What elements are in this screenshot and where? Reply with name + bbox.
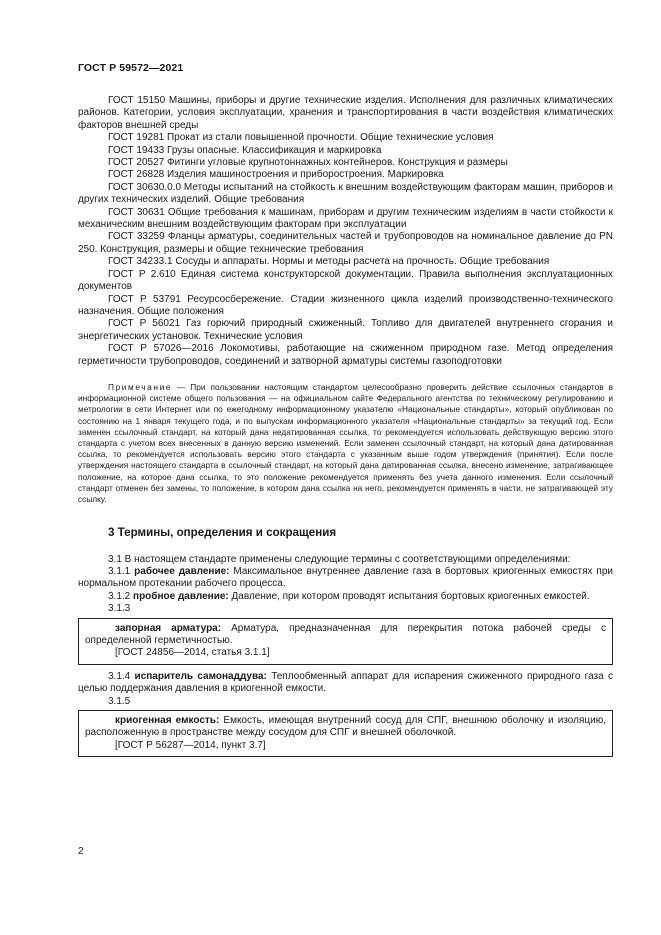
reference-item: ГОСТ 30631 Общие требования к машинам, приборам и другим техническим изделиям в части стойкости к механическим внешним воздействующим факторам при эксплуатации: [78, 206, 613, 231]
term-name: запорная арматура:: [115, 622, 222, 634]
term-name: испаритель самонаддува:: [134, 670, 267, 682]
term-definition: Арматура, предназначенная для перекрытия потока рабочей среды с определенной герметичностью.: [85, 622, 606, 647]
term-source: [ГОСТ Р 56287—2014, пункт 3.7]: [115, 739, 266, 751]
term-number-3-1-5: 3.1.5: [108, 695, 131, 707]
note-text: — При пользовании настоящим стандартом целесообразно проверить действие ссылочных стандартов в информационной системе общего пользования — на официальном сайте Федерального агентства по техническому регулированию и метрологии в сети Интернет или по ежегодному информационному указателю «Национальные стандарты», который опубликован по состоянию на 1 января текущего года, и по выпускам информационного указателя «Национальные стандарты» за текущий год. Если заменен ссылочный стандарт, на который дана недатированная ссылка, то рекомендуется использовать действующую версию этого стандарта с учетом всех внесенных в данную версию изменений. Если заменен ссылочный стандарт, на который дана датированная ссылка, то рекомендуется использовать версию этого стандарта с указанным выше годом утверждения (принятия). Если после утверждения настоящего стандарта в ссылочный стандарт, на который дана датированная ссылка, внесено изменение, затрагивающее положение, на которое дана ссылка, то это положение рекомендуется применять без учета данного изменения. Если ссылочный стандарт отменен без замены, то положение, в котором дана ссылка на него, рекомендуется применять в части, не затрагивающей эту ссылку.: [78, 381, 613, 504]
term-definition: Максимальное внутреннее давление газа в бортовых криогенных емкостях при нормальном протекании рабочего процесса.: [78, 565, 613, 590]
reference-item: ГОСТ Р 56021 Газ горючий природный сжиженный. Топливо для двигателей внутреннего сгорания и энергетических установок. Технические условия: [78, 318, 613, 342]
reference-item: ГОСТ 26828 Изделия машиностроения и приборостроения. Маркировка: [108, 169, 444, 181]
term-name: пробное давление:: [133, 590, 229, 602]
reference-note: [78, 382, 613, 505]
term-source: [ГОСТ 24856—2014, статья 3.1.1]: [115, 647, 270, 659]
term-definition: Давление, при котором проводят испытания бортовых криогенных емкостей.: [228, 590, 590, 602]
reference-item: ГОСТ 20527 Фитинги угловые крупнотоннажных контейнеров. Конструкция и размеры: [108, 157, 508, 169]
term-number: 3.1.4: [108, 670, 135, 682]
reference-item: ГОСТ Р 2.610 Единая система конструкторской документации. Правила выполнения эксплуатационных документов: [78, 268, 613, 293]
document-body: [78, 95, 613, 763]
term-number-3-1-3: 3.1.3: [108, 603, 131, 615]
term-box-3-1-5: [78, 710, 613, 757]
page-header-standard: ГОСТ Р 59572—2021: [78, 62, 184, 74]
reference-item: ГОСТ 33259 Фланцы арматуры, соединительных частей и трубопроводов на номинальное давление до PN 250. Конструкция, размеры и общие технические требования: [78, 231, 613, 255]
term-3-1-4: [78, 671, 613, 696]
term-definition: Емкость, имеющая внутренний сосуд для СПГ, внешнюю оболочку и изоляцию, расположенную в пространстве между сосудом для СПГ и внешней оболочкой.: [85, 715, 606, 739]
normative-references-list: [78, 95, 613, 368]
note-label: Примечание: [108, 381, 173, 392]
term-3-1-1: [78, 566, 613, 591]
reference-item: ГОСТ Р 57026—2016 Локомотивы, работающие на сжиженном природном газе. Метод определения герметичности трубопроводов, соединений и затворной арматуры системы газоподготовки: [78, 343, 613, 367]
term-name: криогенная емкость:: [115, 715, 220, 727]
term-number: 3.1.1: [108, 565, 135, 577]
term-definition: Теплообменный аппарат для испарения сжиженного природного газа с целью поддержания давления в криогенной емкости.: [78, 670, 613, 695]
term-3-1-5: [85, 715, 606, 740]
reference-item: ГОСТ 19433 Грузы опасные. Классификация и маркировка: [108, 144, 382, 156]
section-intro: 3.1 В настоящем стандарте применены следующие термины с соответствующими определениями:: [108, 553, 571, 565]
reference-item: ГОСТ 34233.1 Сосуды и аппараты. Нормы и методы расчета на прочность. Общие требования: [108, 256, 550, 268]
reference-item: ГОСТ 15150 Машины, приборы и другие технические изделия. Исполнения для различных климатических районов. Категории, условия эксплуатации, хранения и транспортирования в части воздействия климатических факторов внешней среды: [78, 95, 613, 131]
term-3-1-2: [78, 591, 613, 603]
reference-item: ГОСТ 19281 Прокат из стали повышенной прочности. Общие технические условия: [108, 132, 494, 144]
term-name: рабочее давление:: [134, 565, 230, 577]
term-box-3-1-3: [78, 618, 613, 665]
page-number: 2: [78, 846, 84, 857]
section-title: 3 Термины, определения и сокращения: [108, 526, 337, 540]
term-3-1-3: [85, 623, 606, 648]
term-number: 3.1.2: [108, 590, 134, 602]
reference-item: ГОСТ Р 53791 Ресурсосбережение. Стадии жизненного цикла изделий производственно-технического назначения. Общие положения: [78, 293, 613, 317]
reference-item: ГОСТ 30630.0.0 Методы испытаний на стойкость к внешним воздействующим факторам машин, приборов и других технических изделий. Общие требования: [78, 181, 613, 206]
